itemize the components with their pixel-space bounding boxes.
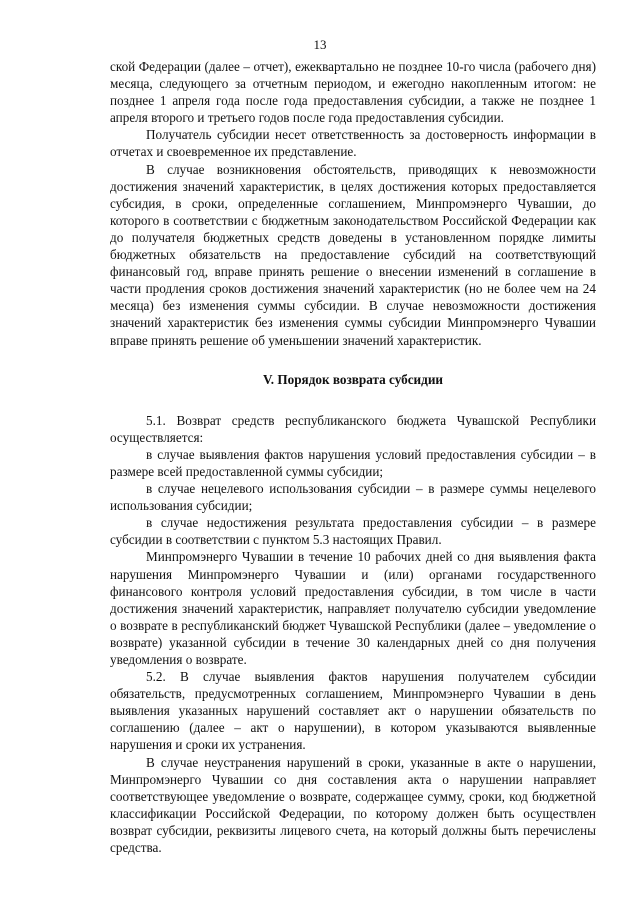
paragraph-non-elimination: В случае неустранения нарушений в сроки, указанные в акте о нарушении, Минпромэнерго Чувашии со дня составления акта о нарушении направляет соответствующее уведомление о возврате, содержащее сумму, сроки, код бюджетной классификации Российской Федерации, по которому должен быть осуществлен возврат субсидии, реквизиты лицевого счета, на который должны быть перечислены средства. [110, 754, 596, 856]
paragraph-result-case: в случае недостижения результата предоставления субсидии – в размере субсидии в соответствии с пунктом 5.3 настоящих Правил. [110, 515, 596, 548]
paragraph-5-2: 5.2. В случае выявления фактов нарушения получателем субсидии обязательств, предусмотренных соглашением, Минпромэнерго Чувашии в день выявления указанных нарушений составляет акт о нарушении обязательств по соглашению (далее – акт о нарушении), в котором указываются выявленные нарушения и сроки их устранения. [110, 669, 596, 753]
paragraph-5-1: 5.1. Возврат средств республиканского бюджета Чувашской Республики осуществляется: [110, 412, 596, 445]
paragraph-circumstances: В случае возникновения обстоятельств, приводящих к невозможности достижения значений характеристик, в целях достижения которых предоставляется субсидия, в сроки, определенные соглашением, Минпромэнерго Чувашии, до которого в соответствии с бюджетным законодательством Российской Федерации как до получателя бюджетных средств доведены в установленном порядке лимиты бюджетных обязательств на предоставление субсидий на соответствующий финансовый год, вправе принять решение о внесении изменений в соглашение в части продления сроков достижения значений характеристик (но не более чем на 24 месяца) без изменения суммы субсидии. В случае невозможности достижения значений характеристик без изменения суммы субсидии Минпромэнерго Чувашии вправе принять решение об уменьшении значений характеристик. [110, 161, 596, 348]
page-number: 13 [313, 37, 327, 52]
paragraph-misuse-case: в случае нецелевого использования субсидии – в размере суммы нецелевого использования субсидии; [110, 481, 596, 514]
section-heading: V. Порядок возврата субсидии [262, 371, 444, 387]
paragraph-report-deadlines: ской Федерации (далее – отчет), ежеквартально не позднее 10-го числа (рабочего дня) месяца, следующего за отчетным периодом, и ежегодно накопленным итогом: не позднее 1 апреля года после года предоставления субсидии, а также не позднее 1 апреля второго и третьего годов после года предоставления субсидии. [110, 59, 596, 126]
paragraph-violation-case: в случае выявления фактов нарушения условий предоставления субсидии – в размере всей предоставленной суммы субсидии; [110, 446, 596, 479]
paragraph-responsibility: Получатель субсидии несет ответственность за достоверность информации в отчетах и своевременное их представление. [110, 127, 596, 160]
paragraph-notification: Минпромэнерго Чувашии в течение 10 рабочих дней со дня выявления факта нарушения Минпромэнерго Чувашии и (или) органами государственного финансового контроля условий предоставления субсидии, в том числе в части достижения значений характеристик, направляет получателю субсидии уведомление о возврате в республиканский бюджет Чувашской Республики (далее – уведомление о возврате) указанной субсидии в течение 30 календарных дней со дня получения уведомления о возврате. [110, 549, 596, 667]
document-body [110, 58, 596, 856]
